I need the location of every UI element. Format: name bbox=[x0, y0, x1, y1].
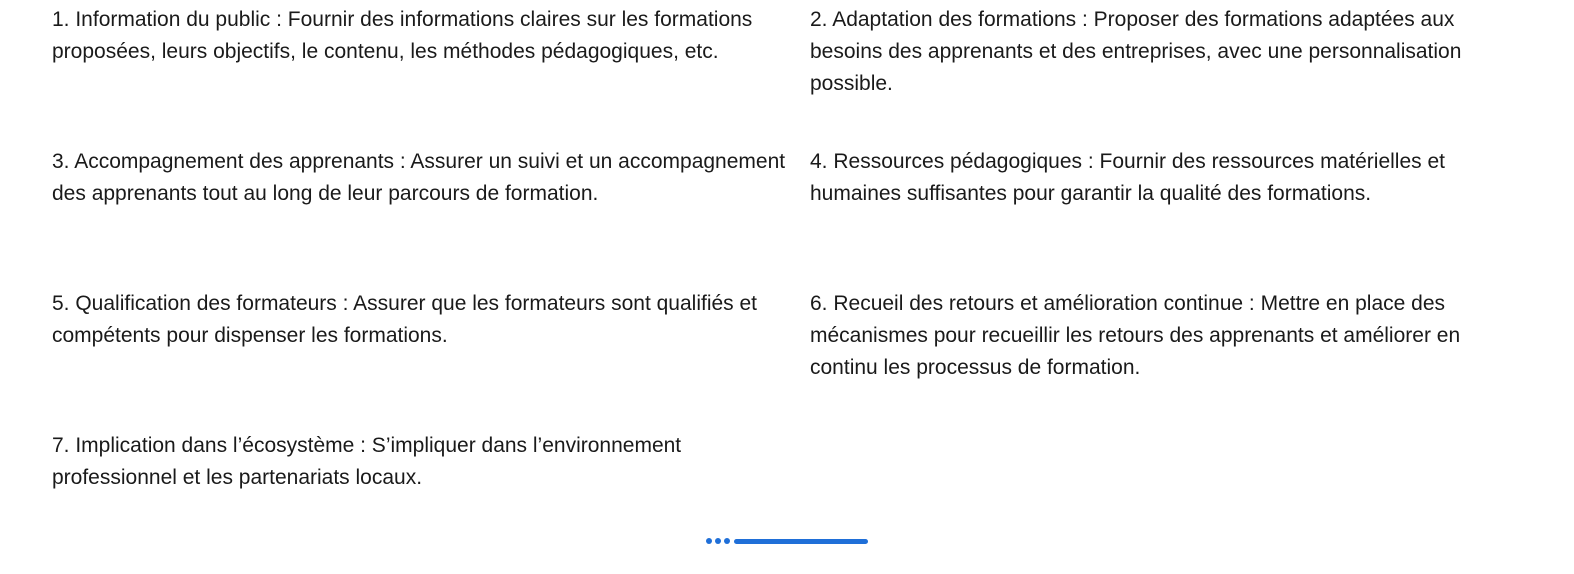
criterion-7: 7. Implication dans l’écosystème : S’impliquer dans l’environnement professionnel et les partenariats locaux. bbox=[52, 434, 682, 489]
criterion-5: 5. Qualification des formateurs : Assurer que les formateurs sont qualifiés et compétents pour dispenser les formations. bbox=[52, 292, 758, 347]
criterion-3: 3. Accompagnement des apprenants : Assurer un suivi et un accompagnement des apprenants tout au long de leur parcours de formation. bbox=[52, 150, 786, 205]
criterion-6: 6. Recueil des retours et amélioration continue : Mettre en place des mécanismes pour recueillir les retours des apprenants et améliorer en continu les processus de formation. bbox=[810, 292, 1461, 379]
criterion-4: 4. Ressources pédagogiques : Fournir des ressources matérielles et humaines suffisantes pour garantir la qualité des formations. bbox=[810, 150, 1445, 205]
pager-dot-2[interactable] bbox=[715, 538, 721, 544]
criterion-2: 2. Adaptation des formations : Proposer des formations adaptées aux besoins des apprenants et des entreprises, avec une personnalisation possible. bbox=[810, 8, 1462, 95]
pager-dot-3[interactable] bbox=[724, 538, 730, 544]
pager-dot-1[interactable] bbox=[706, 538, 712, 544]
pager-active-indicator[interactable] bbox=[734, 539, 868, 544]
criterion-1: 1. Information du public : Fournir des informations claires sur les formations proposées, leurs objectifs, le contenu, les méthodes pédagogiques, etc. bbox=[52, 8, 753, 63]
carousel-pager bbox=[706, 538, 868, 544]
criteria-grid bbox=[52, 4, 1532, 572]
